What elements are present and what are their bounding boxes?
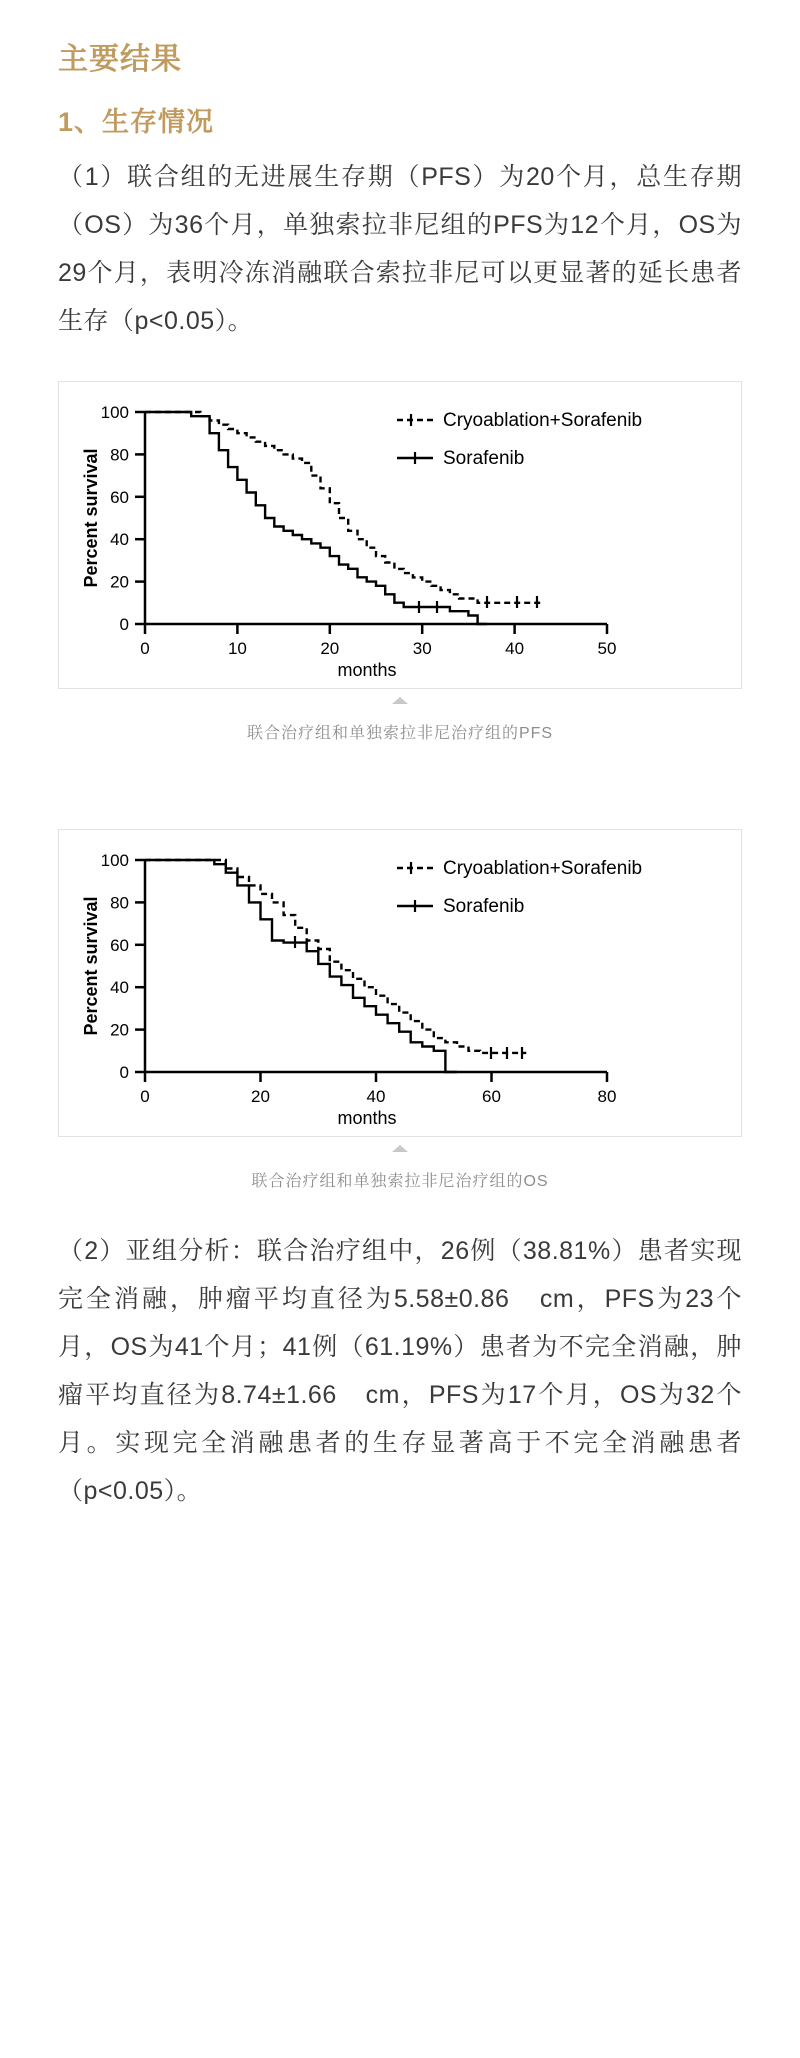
os-survival-chart (67, 840, 733, 1130)
svg-text:40: 40 (366, 1087, 386, 1106)
svg-text:0: 0 (119, 615, 129, 634)
paragraph-survival: （1）联合组的无进展生存期（PFS）为20个月，总生存期（OS）为36个月，单独索拉非尼组的PFS为12个月，OS为29个月，表明冷冻消融联合索拉非尼可以更显著的延长患者生存（p<0.05）。 (58, 163, 742, 335)
figure-pfs-caption: 联合治疗组和单独索拉非尼治疗组的PFS (246, 725, 554, 742)
legend-label-cryo-sorafenib: Cryoablation+Sorafenib (443, 858, 643, 879)
svg-text:months: months (337, 1108, 397, 1128)
legend-label-sorafenib: Sorafenib (443, 896, 525, 917)
svg-text:0: 0 (140, 639, 150, 658)
figure-os (58, 829, 742, 1191)
paragraph-spacer (58, 1201, 742, 1227)
figure-pfs (58, 381, 742, 743)
svg-text:60: 60 (110, 935, 129, 955)
svg-text:0: 0 (140, 1087, 150, 1106)
svg-text:80: 80 (110, 445, 129, 465)
svg-text:20: 20 (320, 639, 340, 658)
svg-text:40: 40 (110, 978, 129, 998)
svg-text:20: 20 (110, 1020, 129, 1040)
svg-text:100: 100 (100, 403, 129, 422)
svg-text:Percent survival: Percent survival (81, 448, 101, 588)
svg-text:100: 100 (100, 851, 129, 870)
svg-text:0: 0 (119, 1063, 129, 1082)
svg-text:30: 30 (412, 639, 432, 658)
svg-text:50: 50 (597, 639, 617, 658)
figure-os-caption: 联合治疗组和单独索拉非尼治疗组的OS (251, 1173, 549, 1190)
svg-text:40: 40 (110, 530, 129, 550)
svg-text:40: 40 (505, 639, 525, 658)
subsection-title: 1、生存情况 (58, 107, 215, 137)
svg-text:months: months (337, 660, 397, 680)
svg-text:80: 80 (597, 1087, 617, 1106)
svg-text:60: 60 (482, 1087, 501, 1106)
svg-text:Percent survival: Percent survival (81, 896, 101, 1036)
svg-text:20: 20 (251, 1087, 270, 1106)
legend-label-sorafenib: Sorafenib (443, 448, 525, 469)
svg-text:20: 20 (110, 572, 129, 592)
svg-text:80: 80 (110, 893, 129, 913)
figure-caret-icon (392, 697, 408, 704)
legend-label-cryo-sorafenib: Cryoablation+Sorafenib (443, 410, 643, 431)
figure-pfs-frame (58, 381, 742, 689)
figure-caret-icon (392, 1145, 408, 1152)
paragraph-subgroup: （2）亚组分析：联合治疗组中，26例（38.81%）患者实现完全消融，肿瘤平均直径为5.58±0.86 cm，PFS为23个月，OS为41个月；41例（61.19%）患者为不完全消融，肿瘤平均直径为8.74±1.66 cm，PFS为17个月，OS为32个月。实现完全消融患者的生存显著高于不完全消融患者（p<0.05）。 (58, 1237, 742, 1505)
figure-os-frame (58, 829, 742, 1137)
pfs-survival-chart (67, 392, 733, 682)
svg-text:60: 60 (110, 487, 129, 507)
page-title: 主要结果 (58, 43, 182, 76)
svg-text:10: 10 (227, 639, 247, 658)
figure-spacer (58, 753, 742, 793)
